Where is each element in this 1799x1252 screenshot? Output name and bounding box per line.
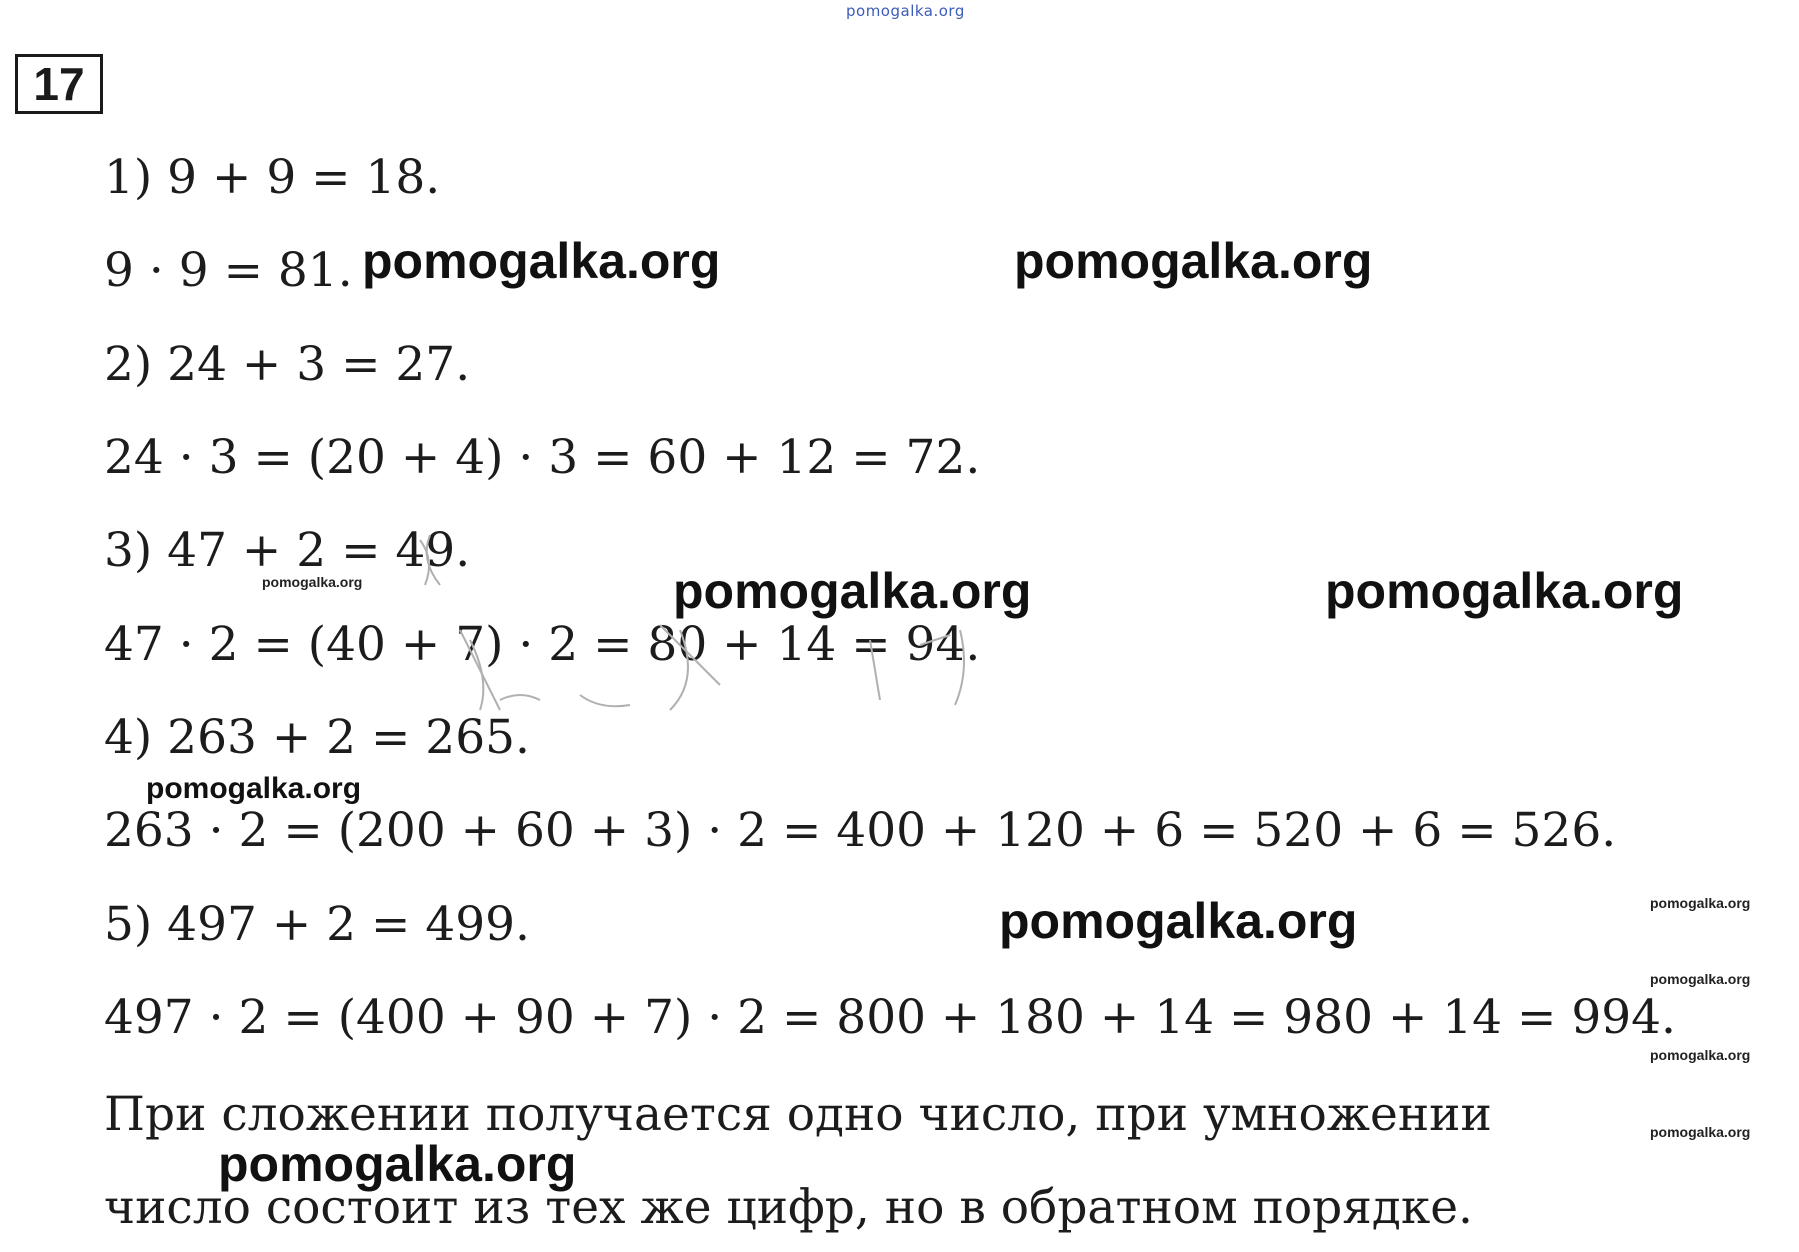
- watermark-large: pomogalka.org: [999, 893, 1358, 949]
- solution-line-9: 5) 497 + 2 = 499.: [104, 897, 530, 952]
- solution-line-3: 2) 24 + 3 = 27.: [104, 337, 471, 392]
- watermark-small: pomogalka.org: [1650, 1047, 1751, 1063]
- solution-line-7: 4) 263 + 2 = 265.: [104, 710, 530, 765]
- solution-line-2: 9 · 9 = 81.: [104, 243, 353, 298]
- watermark-large: pomogalka.org: [362, 233, 721, 289]
- solution-line-8: 263 · 2 = (200 + 60 + 3) · 2 = 400 + 120 + 6 = 520 + 6 = 526.: [104, 803, 1617, 858]
- watermark-large: pomogalka.org: [673, 563, 1032, 619]
- solution-line-6: 47 · 2 = (40 + 7) · 2 = 80 + 14 = 94.: [104, 617, 981, 672]
- task-number-box: 17: [15, 54, 103, 114]
- watermark-small: pomogalka.org: [262, 574, 363, 590]
- watermark-small: pomogalka.org: [1650, 895, 1751, 911]
- conclusion-line-2: число состоит из тех же цифр, но в обратном порядке.: [104, 1180, 1473, 1235]
- watermark-small: pomogalka.org: [1650, 1124, 1751, 1140]
- watermark-medium: pomogalka.org: [146, 772, 362, 805]
- site-watermark-top[interactable]: pomogalka.org: [846, 2, 965, 20]
- solution-line-10: 497 · 2 = (400 + 90 + 7) · 2 = 800 + 180 + 14 = 980 + 14 = 994.: [104, 990, 1676, 1045]
- watermark-large: pomogalka.org: [218, 1136, 577, 1192]
- solution-line-4: 24 · 3 = (20 + 4) · 3 = 60 + 12 = 72.: [104, 430, 981, 485]
- watermark-large: pomogalka.org: [1325, 563, 1684, 619]
- solution-line-1: 1) 9 + 9 = 18.: [104, 150, 441, 205]
- watermark-small: pomogalka.org: [1650, 971, 1751, 987]
- solution-line-5: 3) 47 + 2 = 49.: [104, 523, 471, 578]
- watermark-large: pomogalka.org: [1014, 233, 1373, 289]
- conclusion-line-1: При сложении получается одно число, при умножении: [104, 1087, 1492, 1142]
